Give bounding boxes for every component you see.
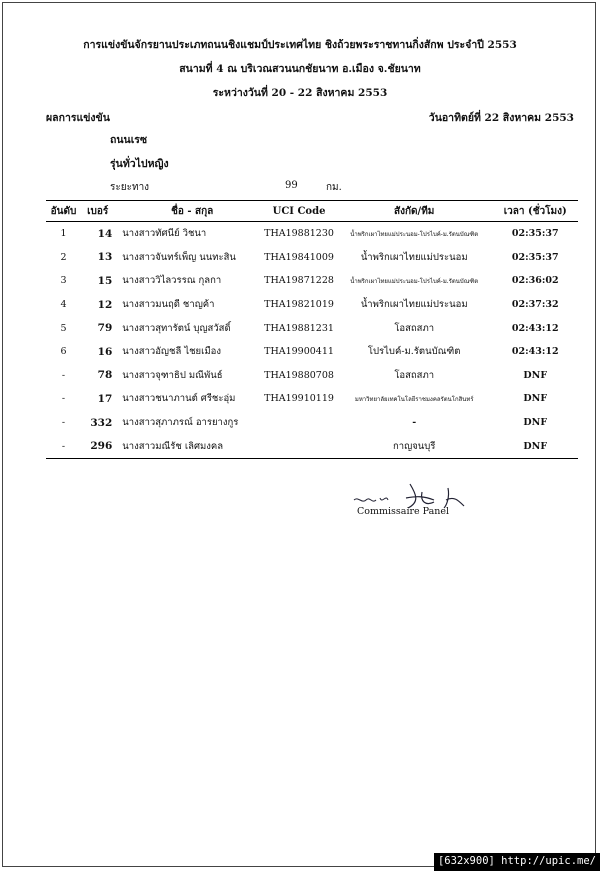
cell-rank: - bbox=[61, 417, 66, 429]
image-host-footer: [632x900] http://upic.me/ bbox=[434, 853, 600, 871]
cell-club: โปรไบค์-ม.รัตนบัณฑิต bbox=[367, 346, 461, 358]
cell-club: น้ำพริกเผาไทยแม่ประนอม bbox=[360, 251, 468, 263]
cell-rank: - bbox=[61, 393, 66, 405]
cell-rank: - bbox=[46, 434, 81, 458]
cell-rank: 1 bbox=[60, 228, 67, 240]
cell-name: นางสาวมณีรัช เลิศมงคล bbox=[114, 434, 262, 458]
cell-name: นางสาวชนาภานต์ ศรีชะอุ่ม bbox=[122, 393, 236, 405]
header-line-2: สนามที่ 4 ณ บริเวณสวนนกชัยนาท อ.เมือง จ.ชัยนาท bbox=[179, 63, 421, 75]
cell-time: 02:43:12 bbox=[511, 346, 559, 358]
table-row bbox=[46, 316, 578, 340]
cell-club: - bbox=[412, 417, 417, 429]
cell-name: นางสาวสุภาภรณ์ อารยางกูร bbox=[122, 417, 239, 429]
results-label: ผลการแข่งขัน bbox=[46, 112, 110, 124]
cell-time: DNF bbox=[523, 417, 548, 429]
cell-uci: THA19871228 bbox=[264, 275, 334, 287]
event-label: ถนนเรซ bbox=[110, 134, 148, 146]
cell-uci: THA19900411 bbox=[264, 346, 334, 358]
cell-bib: 13 bbox=[97, 251, 113, 264]
cell-rank: 3 bbox=[60, 275, 67, 287]
cell-time: DNF bbox=[523, 369, 548, 381]
cell-club: มหาวิทยาลัยเทคโนโลยีราชมงคลรัตนโกสินทร์ bbox=[354, 395, 474, 403]
table-row bbox=[46, 293, 578, 317]
cell-name: นางสาวมนฤดี ชาญค้า bbox=[122, 299, 215, 311]
cell-bib: 12 bbox=[97, 298, 113, 311]
commissaire-panel-label: Commissaire Panel bbox=[357, 506, 450, 517]
distance-value: 99 bbox=[285, 180, 298, 191]
cell-uci: THA19821019 bbox=[264, 299, 334, 311]
header-rank: อันดับ bbox=[46, 201, 81, 222]
table-row bbox=[46, 387, 578, 411]
cell-rank: 4 bbox=[60, 299, 67, 311]
cell-time: 02:35:37 bbox=[511, 228, 559, 240]
cell-time: 02:35:37 bbox=[511, 251, 559, 263]
cell-uci bbox=[262, 411, 336, 435]
cell-uci: THA19880708 bbox=[264, 369, 334, 381]
cell-rank: - bbox=[61, 369, 66, 381]
cell-bib: 296 bbox=[81, 434, 114, 458]
header-line-3: ระหว่างวันที่ 20 - 22 สิงหาคม 2553 bbox=[212, 87, 388, 99]
cell-club: โอสถสภา bbox=[394, 322, 435, 334]
header-uci: UCI Code bbox=[262, 201, 336, 222]
cell-bib: 17 bbox=[97, 392, 113, 405]
header-club: สังกัด/ทีม bbox=[336, 201, 493, 222]
header-time: เวลา (ชั่วโมง) bbox=[492, 201, 578, 222]
cell-uci: THA19881230 bbox=[264, 228, 334, 240]
cell-time: 02:37:32 bbox=[511, 299, 559, 311]
cell-name: นางสาวจันทร์เพ็ญ นนทะสิน bbox=[122, 251, 236, 263]
table-row bbox=[46, 364, 578, 388]
cell-rank: 5 bbox=[60, 322, 67, 334]
cell-uci bbox=[262, 434, 336, 458]
table-header-row bbox=[46, 201, 578, 222]
distance-label: ระยะทาง bbox=[110, 182, 150, 193]
cell-club: กาญจนบุรี bbox=[336, 434, 493, 458]
cell-club: น้ำพริกเผาไทยแม่ประนอม-โปรไบค์-ม.รัตนบัณฑิต bbox=[350, 277, 479, 285]
cell-name: นางสาววิไลวรรณ กุลกา bbox=[122, 275, 222, 287]
header-bib: เบอร์ bbox=[81, 201, 114, 222]
table-row bbox=[46, 411, 578, 435]
table-row bbox=[46, 340, 578, 364]
cell-time: DNF bbox=[523, 393, 548, 405]
results-table bbox=[46, 200, 578, 459]
distance-unit: กม. bbox=[326, 182, 342, 193]
cell-name: นางสาวสุทารัตน์ บุญสวัสดิ์ bbox=[122, 322, 231, 334]
table-row bbox=[46, 246, 578, 270]
header-name: ชื่อ - สกุล bbox=[114, 201, 262, 222]
date-label: วันอาทิตย์ที่ 22 สิงหาคม 2553 bbox=[428, 112, 574, 124]
cell-bib: 332 bbox=[90, 416, 113, 429]
cell-time: DNF bbox=[492, 434, 578, 458]
cell-uci: THA19910119 bbox=[264, 393, 334, 405]
table-row bbox=[46, 222, 578, 246]
cell-name: นางสาวจุฑาธิป มณีพันธ์ bbox=[122, 369, 223, 381]
cell-rank: 6 bbox=[60, 346, 67, 358]
table-row bbox=[46, 434, 578, 458]
cell-club: น้ำพริกเผาไทยแม่ประนอม-โปรไบค์-ม.รัตนบัณฑิต bbox=[350, 230, 479, 238]
cell-time: 02:36:02 bbox=[511, 275, 559, 287]
cell-bib: 16 bbox=[97, 345, 113, 358]
cell-uci: THA19841009 bbox=[264, 251, 334, 263]
header-line-1: การแข่งขันจักรยานประเภทถนนชิงแชมป์ประเทศไทย ชิงถ้วยพระราชทานกิ่งสักพ ประจำปี 2553 bbox=[83, 39, 517, 51]
cell-name: นางสาวอัญชลี ไชยเมือง bbox=[122, 346, 221, 358]
table-row bbox=[46, 269, 578, 293]
cell-name: นางสาวทัศนีย์ วิชนา bbox=[122, 228, 207, 240]
category-label: รุ่นทั่วไปหญิง bbox=[110, 158, 169, 170]
cell-bib: 79 bbox=[97, 322, 113, 335]
cell-bib: 78 bbox=[97, 369, 113, 382]
cell-rank: 2 bbox=[60, 251, 67, 263]
cell-bib: 14 bbox=[97, 227, 113, 240]
cell-uci: THA19881231 bbox=[264, 322, 334, 334]
cell-club: โอสถสภา bbox=[394, 369, 435, 381]
cell-bib: 15 bbox=[97, 274, 113, 287]
cell-club: น้ำพริกเผาไทยแม่ประนอม bbox=[360, 299, 468, 311]
cell-time: 02:43:12 bbox=[511, 322, 559, 334]
